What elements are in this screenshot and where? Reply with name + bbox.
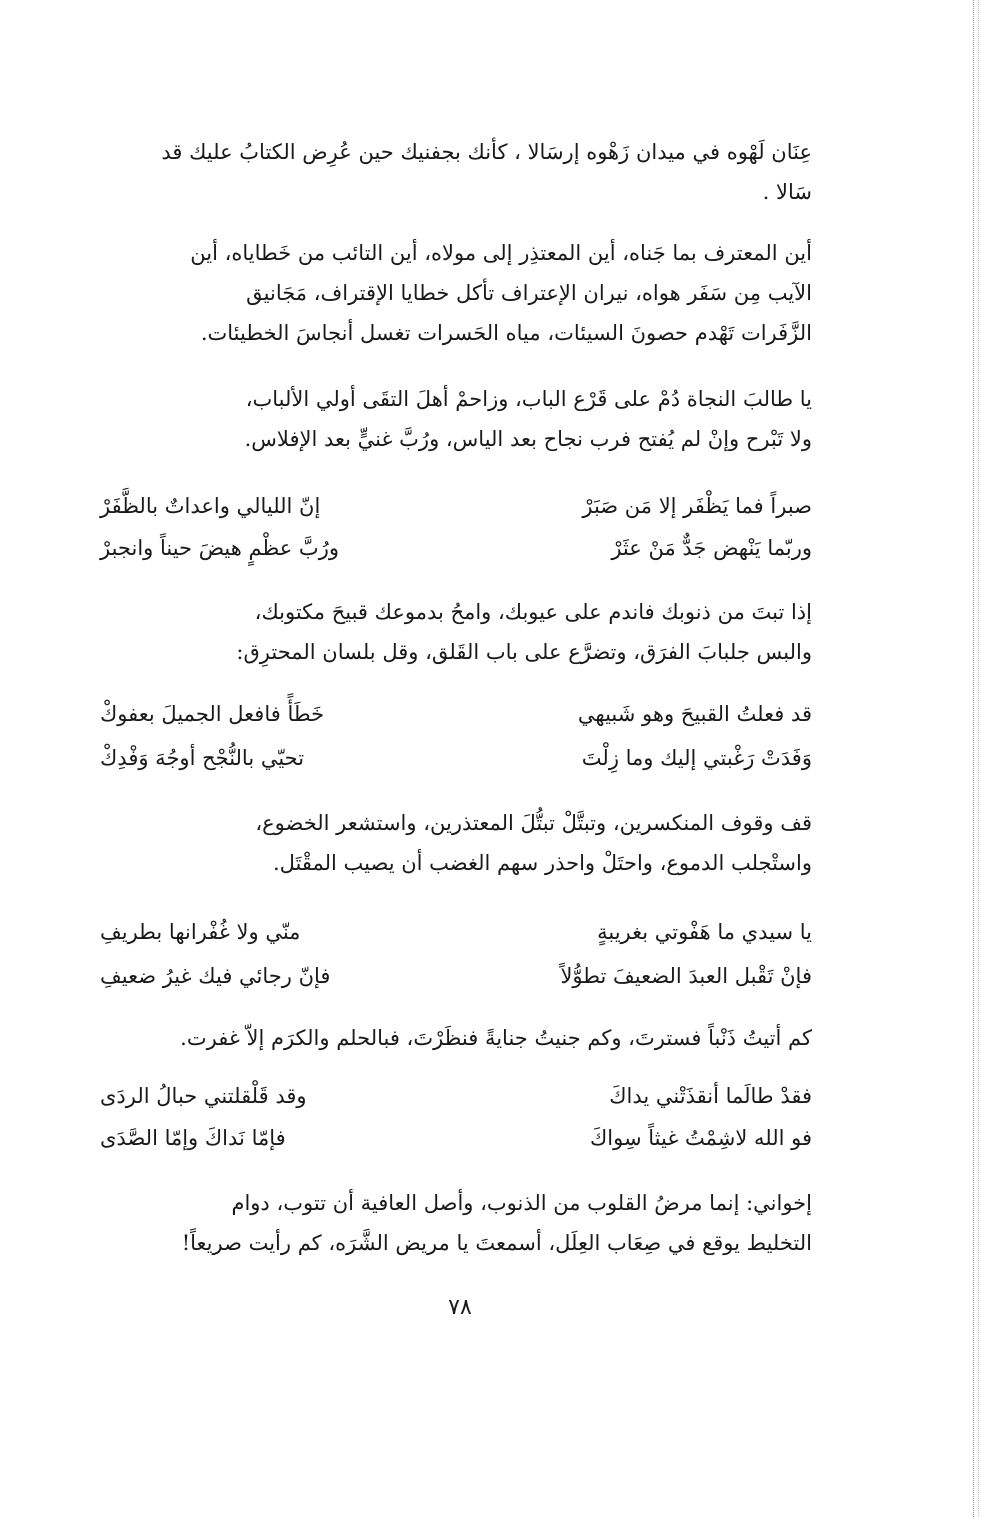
text-line: يا طالبَ النجاة دُمْ على قَرْع الباب، وزاحمْ أهلَ التقَى أولي الألباب،: [245, 387, 812, 411]
paragraph: [100, 592, 812, 672]
paragraph: [100, 132, 812, 212]
text-line: أين المعترف بما جَناه، أين المعتذِر إلى مولاه، أين التائب من خَطاياه، أين: [190, 241, 812, 265]
verse-second-hemistich: إنّ الليالي واعداتٌ بالظَّفَرْ: [100, 494, 321, 518]
paragraph: [100, 1018, 812, 1058]
verse-second-hemistich: وقد قَلْقلتني حبالُ الردَى: [100, 1084, 307, 1108]
verse-first-hemistich: فقدْ طالَما أنقذَتْني يداكَ: [609, 1084, 812, 1108]
text-line: والبس جلبابَ الفرَق، وتضرَّع على باب القَلق، وقل بلسان المحترِق:: [236, 640, 812, 664]
paragraph: [100, 233, 812, 353]
verse-line: [100, 912, 812, 952]
verse-line: [100, 694, 812, 734]
verse-first-hemistich: وربّما يَنْهض جَدٌّ مَنْ عثَرْ: [611, 536, 812, 560]
verse-second-hemistich: خَطَأً فافعل الجميلَ بعفوكْ: [100, 702, 325, 726]
verse-line: [100, 486, 812, 526]
verse-first-hemistich: صبراً فما يَظْفَر إلا مَن صَبَرْ: [582, 494, 812, 518]
text-line: الزَّفَرات تَهْدم حصونَ السيئات، مياه الحَسرات تغسل أنجاسَ الخطيئات.: [200, 321, 812, 345]
paragraph: [100, 379, 812, 459]
verse-second-hemistich: فإمّا نَداكَ وإمّا الصَّدَى: [100, 1126, 286, 1150]
text-line: عِنَان لَهْوه في ميدان زَهْوه إرسَالا ، كأنك بجفنيك حين عُرِض الكتابُ عليك قد: [161, 140, 812, 164]
verse-first-hemistich: فو الله لاشِمْتُ غيثاً سِواكَ: [589, 1126, 812, 1150]
verse-second-hemistich: فإنّ رجائي فيك غيرُ ضعيفِ: [100, 964, 331, 988]
text-line: الآيب مِن سَفَر هواه، نيران الإعتراف تأكل خطايا الإقتراف، مَجَانيق: [246, 281, 812, 305]
text-line: إخواني: إنما مرضُ القلوب من الذنوب، وأصل العافية أن تتوب، دوام: [231, 1191, 812, 1215]
page-number: ٧٨: [448, 1295, 472, 1320]
verse-line: [100, 1118, 812, 1158]
text-line: سَالا .: [762, 180, 812, 204]
text-line: كم أتيتُ ذَنْباً فسترتَ، وكم جنيتُ جنايةً فنظَرْتَ، فبالحلم والكرَم إلاّ غفرت.: [180, 1026, 812, 1050]
text-line: قف وقوف المنكسرين، وتبتَّلْ تبتُّلَ المعتذرين، واستشعر الخضوع،: [255, 811, 812, 835]
verse-second-hemistich: ورُبَّ عظْمٍ هيضَ حيناً وانجبرْ: [100, 536, 339, 560]
text-line: إذا تبتَ من ذنوبك فاندم على عيوبك، وامحُ بدموعك قبيحَ مكتوبك،: [254, 600, 812, 624]
verse-first-hemistich: قد فعلتُ القبيحَ وهو شَبيهي: [577, 702, 812, 726]
paragraph: [100, 1183, 812, 1263]
verse-second-hemistich: تحيّي بالنُّجْح أوجُهَ وَفْدِكْ: [100, 746, 305, 770]
text-line: التخليط يوقع في صِعَاب العِلَل، أسمعتَ يا مريض الشَّرَه، كم رأيت صريعاً!: [181, 1231, 812, 1255]
verse-first-hemistich: يا سيدي ما هَفْوتي بغريبةٍ: [597, 920, 812, 944]
text-line: ولا تَبْرح وإنْ لم يُفتح فرب نجاح بعد الياس، ورُبَّ غنيٍّ بعد الإفلاس.: [244, 427, 812, 451]
verse-first-hemistich: وَفَدَتْ رَغْبتي إليك وما زِلْتَ: [581, 746, 812, 770]
verse-second-hemistich: منّي ولا غُفْرانها بطريفِ: [100, 920, 301, 944]
verse-first-hemistich: فإنْ تَقْبل العبدَ الضعيفَ تطوُّلاً: [560, 964, 812, 988]
text-line: واستْجلب الدموع، واحتَلْ واحذر سهم الغضب أن يصيب المقْتَل.: [272, 851, 812, 875]
verse-line: [100, 528, 812, 568]
verse-line: [100, 738, 812, 778]
verse-line: [100, 956, 812, 996]
page-edge-line-inner: [978, 0, 979, 1517]
page-edge-line: [973, 0, 974, 1517]
verse-line: [100, 1076, 812, 1116]
paragraph: [100, 803, 812, 883]
